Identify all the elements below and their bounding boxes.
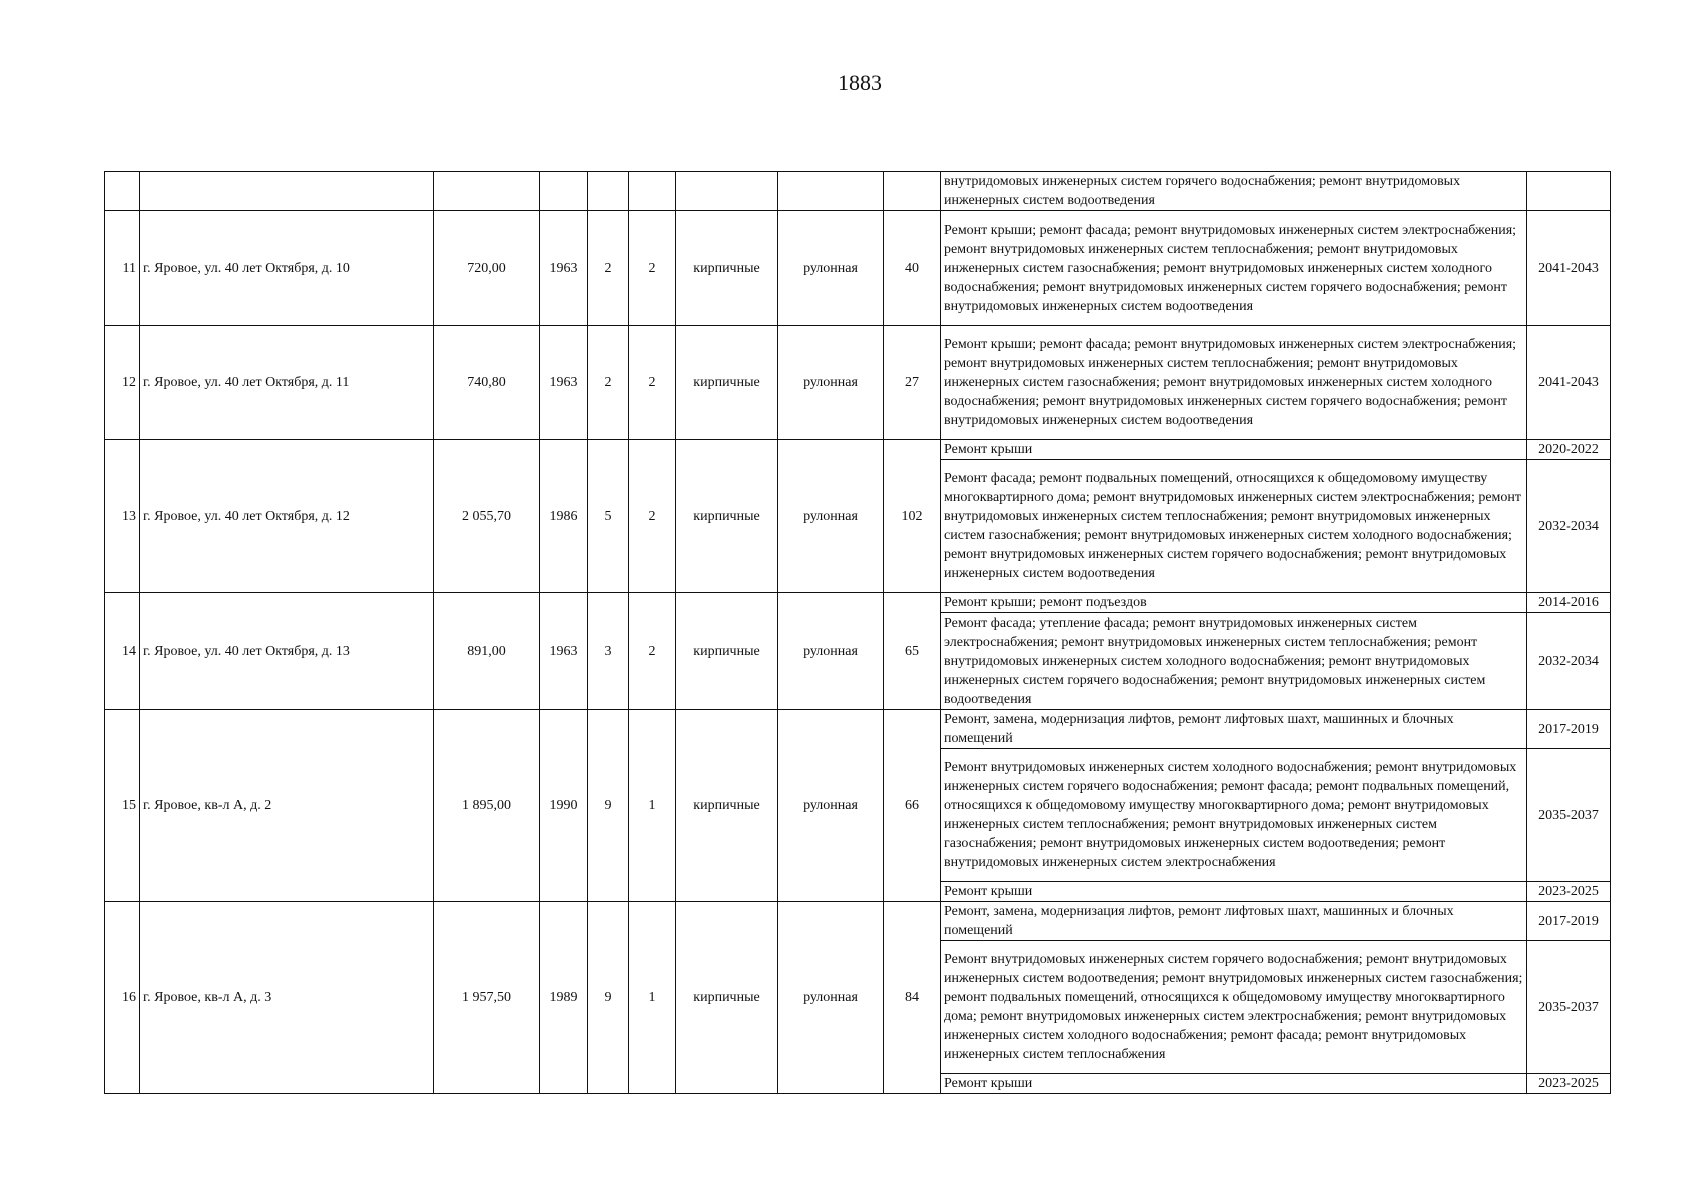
year-built: 1963 [540,593,588,710]
residents-count: 65 [884,593,941,710]
works-text: Ремонт, замена, модернизация лифтов, ремонт лифтовых шахт, машинных и блочных помещений [941,710,1527,749]
housing-registry-table [104,171,1611,1094]
roof-type: рулонная [778,326,884,440]
address: г. Яровое, ул. 40 лет Октября, д. 11 [140,326,434,440]
row-number: 14 [105,593,140,710]
entrances: 2 [629,326,676,440]
floors: 9 [588,902,629,1094]
empty-cell [676,172,778,211]
empty-cell [540,172,588,211]
works-period: 2023-2025 [1527,1074,1611,1094]
address: г. Яровое, ул. 40 лет Октября, д. 10 [140,211,434,326]
roof-type: рулонная [778,593,884,710]
wall-material: кирпичные [676,211,778,326]
works-text: Ремонт крыши; ремонт фасада; ремонт внутридомовых инженерных систем электроснабжения; ремонт внутридомовых инженерных систем теплоснабжения; ремонт внутридомовых инженерных систем газоснабжения; ремонт внутридомовых инженерных систем холодного водоснабжения; ремонт внутридомовых инженерных систем горячего водоснабжения; ремонт внутридомовых инженерных систем водоотведения [941,211,1527,326]
empty-cell [1527,172,1611,211]
entrances: 1 [629,902,676,1094]
year-built: 1963 [540,326,588,440]
roof-type: рулонная [778,440,884,593]
entrances: 2 [629,440,676,593]
table-row [105,593,1611,613]
works-text: Ремонт крыши; ремонт фасада; ремонт внутридомовых инженерных систем электроснабжения; ремонт внутридомовых инженерных систем теплоснабжения; ремонт внутридомовых инженерных систем газоснабжения; ремонт внутридомовых инженерных систем холодного водоснабжения; ремонт внутридомовых инженерных систем горячего водоснабжения; ремонт внутридомовых инженерных систем водоотведения [941,326,1527,440]
year-built: 1963 [540,211,588,326]
works-text: внутридомовых инженерных систем горячего водоснабжения; ремонт внутридомовых инженерных систем водоотведения [941,172,1527,211]
works-text: Ремонт внутридомовых инженерных систем холодного водоснабжения; ремонт внутридомовых инженерных систем горячего водоснабжения; ремонт фасада; ремонт подвальных помещений, относящихся к общедомовому имуществу многоквартирного дома; ремонт внутридомовых инженерных систем теплоснабжения; ремонт внутридомовых инженерных систем газоснабжения; ремонт внутридомовых инженерных систем водоотведения; ремонт внутридомовых инженерных систем электроснабжения [941,749,1527,882]
continuation-row [105,172,1611,211]
row-number: 11 [105,211,140,326]
area: 1 895,00 [434,710,540,902]
works-period: 2035-2037 [1527,749,1611,882]
area: 2 055,70 [434,440,540,593]
floors: 5 [588,440,629,593]
entrances: 2 [629,211,676,326]
works-period: 2023-2025 [1527,882,1611,902]
works-period: 2020-2022 [1527,440,1611,460]
empty-cell [140,172,434,211]
works-period: 2032-2034 [1527,613,1611,710]
roof-type: рулонная [778,710,884,902]
empty-cell [884,172,941,211]
residents-count: 102 [884,440,941,593]
area: 891,00 [434,593,540,710]
table-row [105,211,1611,326]
floors: 3 [588,593,629,710]
works-period: 2041-2043 [1527,211,1611,326]
works-text: Ремонт фасада; утепление фасада; ремонт внутридомовых инженерных систем электроснабжения; ремонт внутридомовых инженерных систем теплоснабжения; ремонт внутридомовых инженерных систем холодного водоснабжения; ремонт внутридомовых инженерных систем горячего водоснабжения; ремонт внутридомовых инженерных систем водоотведения [941,613,1527,710]
wall-material: кирпичные [676,902,778,1094]
wall-material: кирпичные [676,710,778,902]
works-text: Ремонт внутридомовых инженерных систем горячего водоснабжения; ремонт внутридомовых инженерных систем водоотведения; ремонт внутридомовых инженерных систем газоснабжения; ремонт подвальных помещений, относящихся к общедомовому имуществу многоквартирного дома; ремонт внутридомовых инженерных систем электроснабжения; ремонт внутридомовых инженерных систем холодного водоснабжения; ремонт фасада; ремонт внутридомовых инженерных систем теплоснабжения [941,941,1527,1074]
row-number: 15 [105,710,140,902]
works-period: 2017-2019 [1527,710,1611,749]
empty-cell [778,172,884,211]
table-row [105,440,1611,460]
row-number: 13 [105,440,140,593]
year-built: 1990 [540,710,588,902]
works-text: Ремонт крыши [941,1074,1527,1094]
page-number: 1883 [838,70,882,95]
works-text: Ремонт фасада; ремонт подвальных помещений, относящихся к общедомовому имуществу многоквартирного дома; ремонт внутридомовых инженерных систем электроснабжения; ремонт внутридомовых инженерных систем теплоснабжения; ремонт внутридомовых инженерных систем газоснабжения; ремонт внутридомовых инженерных систем холодного водоснабжения; ремонт внутридомовых инженерных систем горячего водоснабжения; ремонт внутридомовых инженерных систем водоотведения [941,460,1527,593]
address: г. Яровое, ул. 40 лет Октября, д. 13 [140,593,434,710]
works-period: 2032-2034 [1527,460,1611,593]
works-text: Ремонт, замена, модернизация лифтов, ремонт лифтовых шахт, машинных и блочных помещений [941,902,1527,941]
floors: 9 [588,710,629,902]
wall-material: кирпичные [676,440,778,593]
works-text: Ремонт крыши [941,440,1527,460]
area: 740,80 [434,326,540,440]
roof-type: рулонная [778,902,884,1094]
empty-cell [434,172,540,211]
row-number: 12 [105,326,140,440]
wall-material: кирпичные [676,593,778,710]
residents-count: 27 [884,326,941,440]
floors: 2 [588,326,629,440]
entrances: 1 [629,710,676,902]
works-period: 2035-2037 [1527,941,1611,1074]
table-row [105,326,1611,440]
wall-material: кирпичные [676,326,778,440]
year-built: 1986 [540,440,588,593]
works-text: Ремонт крыши; ремонт подъездов [941,593,1527,613]
works-period: 2014-2016 [1527,593,1611,613]
entrances: 2 [629,593,676,710]
empty-cell [629,172,676,211]
residents-count: 66 [884,710,941,902]
year-built: 1989 [540,902,588,1094]
table-row [105,902,1611,941]
residents-count: 40 [884,211,941,326]
address: г. Яровое, кв-л А, д. 2 [140,710,434,902]
works-period: 2017-2019 [1527,902,1611,941]
floors: 2 [588,211,629,326]
row-number: 16 [105,902,140,1094]
roof-type: рулонная [778,211,884,326]
empty-cell [588,172,629,211]
area: 720,00 [434,211,540,326]
address: г. Яровое, ул. 40 лет Октября, д. 12 [140,440,434,593]
address: г. Яровое, кв-л А, д. 3 [140,902,434,1094]
works-period: 2041-2043 [1527,326,1611,440]
residents-count: 84 [884,902,941,1094]
empty-cell [105,172,140,211]
area: 1 957,50 [434,902,540,1094]
table-row [105,710,1611,749]
works-text: Ремонт крыши [941,882,1527,902]
